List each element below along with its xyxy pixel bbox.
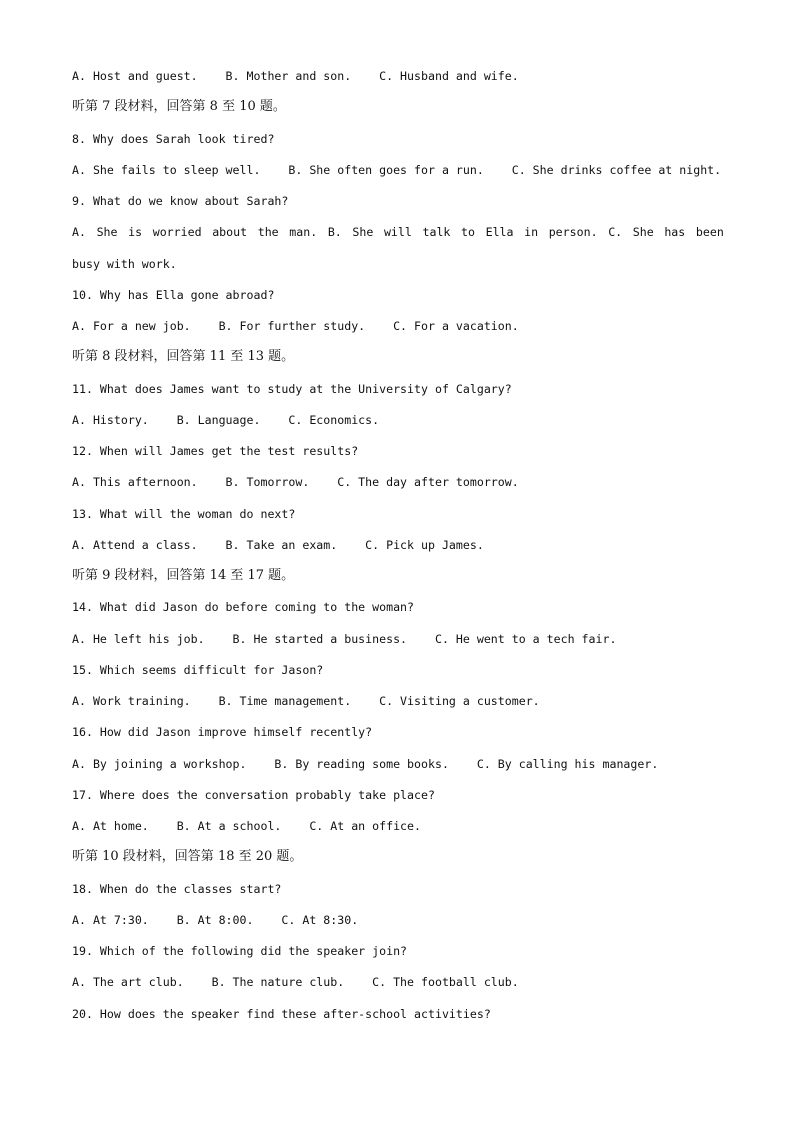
question-line: 19. Which of the following did the speaker join? (72, 944, 408, 958)
options-line: A. Host and guest. B. Mother and son. C. Husband and wife. (72, 69, 519, 83)
options-line: A. This afternoon. B. Tomorrow. C. The day after tomorrow. (72, 475, 519, 490)
word: She (96, 225, 118, 240)
word: will (383, 225, 412, 240)
word: C. (608, 225, 623, 240)
section-heading: 听第 9 段材料，回答第 14 至 17 题。 (72, 568, 295, 583)
options-line: busy with work. (72, 256, 177, 271)
word: A. (72, 225, 86, 240)
options-line: A. At home. B. At a school. C. At an office. (72, 819, 422, 833)
options-line: A. She fails to sleep well. B. She often goes for a run. C. She drinks coffee at night. (72, 162, 722, 177)
word: the (257, 225, 279, 240)
word: has (664, 225, 686, 240)
word: is (128, 225, 143, 240)
word: She (352, 225, 374, 240)
options-line: A. For a new job. B. For further study. C. For a vacation. (72, 319, 519, 333)
word: Ella (485, 225, 514, 240)
options-line: A. History. B. Language. C. Economics. (72, 412, 380, 427)
options-line: A. Work training. B. Time management. C. Visiting a customer. (72, 694, 540, 708)
question-line: 17. Where does the conversation probably take place? (72, 787, 435, 802)
question-line: 10. Why has Ella gone abroad? (72, 287, 275, 302)
question-line: 13. What will the woman do next? (72, 506, 296, 521)
section-heading: 听第 10 段材料，回答第 18 至 20 题。 (72, 849, 303, 865)
word: in (524, 225, 539, 240)
question-line: 8. Why does Sarah look tired? (72, 131, 275, 146)
word: to (461, 225, 475, 240)
word: about (212, 225, 248, 240)
question-line: 11. What does James want to study at the University of Calgary? (72, 381, 512, 396)
section-heading: 听第 8 段材料，回答第 11 至 13 题。 (72, 349, 295, 365)
options-line-justified (72, 222, 724, 253)
options-line: A. Attend a class. B. Take an exam. C. Pick up James. (72, 537, 484, 552)
options-line: A. The art club. B. The nature club. C. The football club. (72, 975, 519, 990)
question-line: 20. How does the speaker find these after-school activities? (72, 1006, 491, 1021)
word: worried (152, 225, 202, 240)
question-line: 14. What did Jason do before coming to the woman? (72, 600, 415, 615)
options-line: A. By joining a workshop. B. By reading some books. C. By calling his manager. (72, 756, 659, 771)
question-line: 18. When do the classes start? (72, 881, 282, 896)
question-line: 15. Which seems difficult for Jason? (72, 662, 324, 677)
question-line: 9. What do we know about Sarah? (72, 194, 289, 208)
word: She (632, 225, 654, 240)
options-line: A. He left his job. B. He started a business. C. He went to a tech fair. (72, 631, 617, 646)
word: been (695, 225, 724, 240)
word: person. (548, 225, 598, 240)
question-line: 12. When will James get the test results? (72, 444, 359, 458)
question-line: 16. How did Jason improve himself recently? (72, 725, 373, 740)
word: talk (422, 225, 451, 240)
document-page (72, 66, 724, 1035)
word: man. (289, 225, 318, 240)
section-heading: 听第 7 段材料，回答第 8 至 10 题。 (72, 99, 286, 115)
word: B. (327, 225, 342, 240)
options-line: A. At 7:30. B. At 8:00. C. At 8:30. (72, 912, 359, 927)
